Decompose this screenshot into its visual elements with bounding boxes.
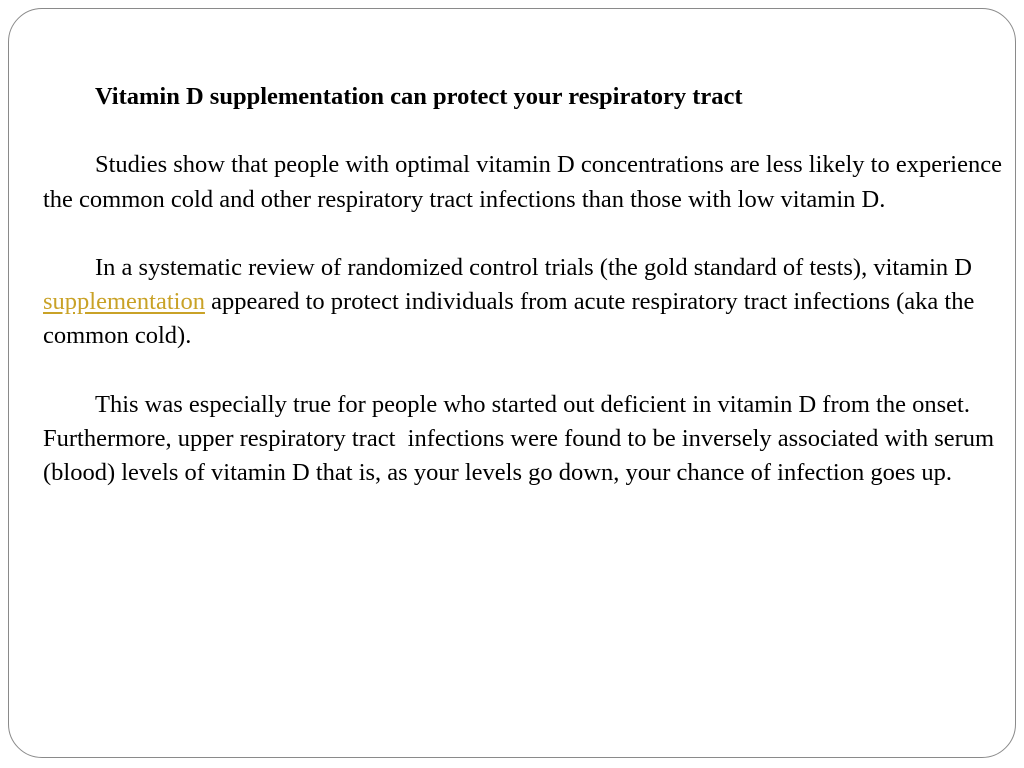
- paragraph-deficiency: This was especially true for people who started out deficient in vitamin D from the onset. Furthermore, upper respiratory tract infections were found to be inversely associated with serum (blood) levels of vitamin D that is, as your levels go down, your chance of infection goes up.: [43, 390, 1001, 487]
- slide-frame: [8, 8, 1016, 758]
- slide-heading: Vitamin D supplementation can protect your respiratory tract: [95, 83, 743, 110]
- paragraph-systematic-review: [43, 251, 1003, 354]
- paragraph-review-text-before: In a systematic review of randomized control trials (the gold standard of tests), vitamin D: [95, 253, 972, 281]
- slide-content: [43, 80, 1003, 490]
- paragraph-studies: Studies show that people with optimal vitamin D concentrations are less likely to experience the common cold and other respiratory tract infections than those with low vitamin D.: [43, 151, 1002, 213]
- supplementation-link[interactable]: supplementation: [43, 288, 205, 316]
- paragraph-review-text-after: appeared to protect individuals from acute respiratory tract infections (aka the common cold).: [43, 288, 975, 350]
